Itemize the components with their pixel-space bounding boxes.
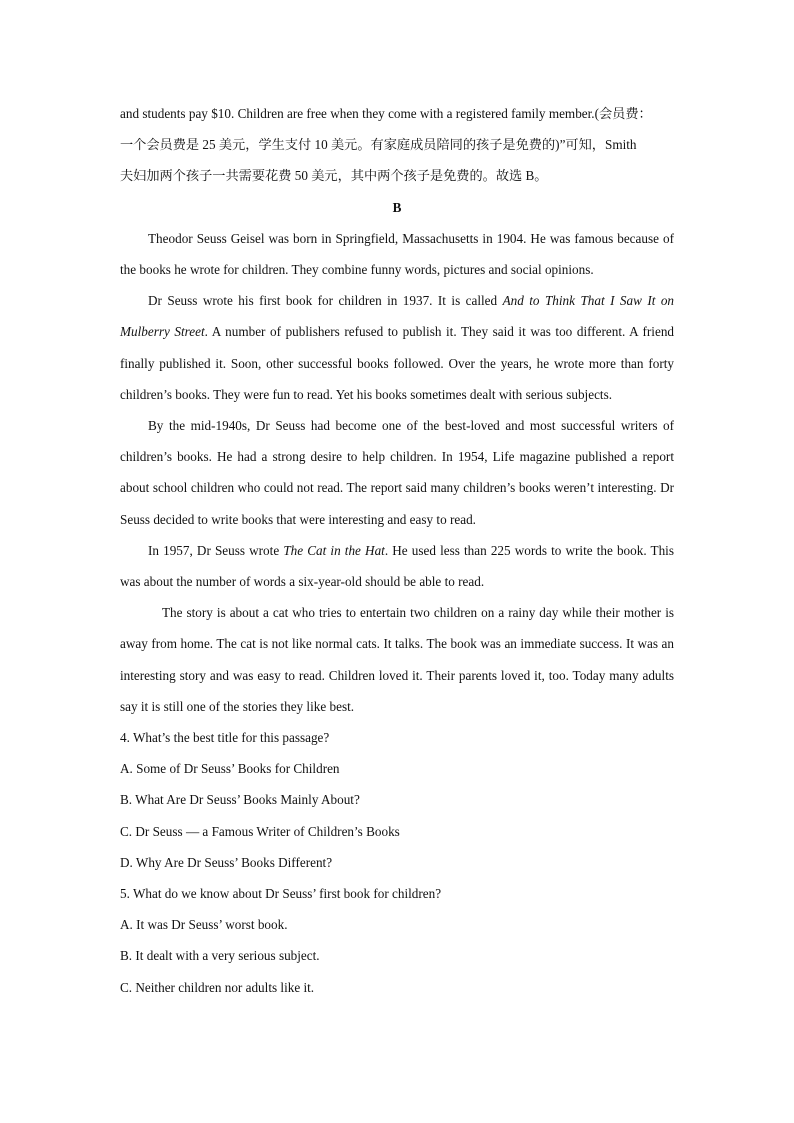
answer-option: B. What Are Dr Seuss’ Books Mainly About? bbox=[120, 792, 360, 808]
question-4 bbox=[120, 722, 674, 878]
passage-paragraph-5: The story is about a cat who tries to entertain two children on a rainy day while their mother is away from home. The cat is not like normal cats. It talks. The book was an immediate success. It was an interesting story and was easy to read. Children loved it. Their parents loved it, too. Today many adults say it is still one of the stories they like best. bbox=[120, 605, 674, 714]
book-title: And to Think That I Saw It on Mulberry Street bbox=[120, 293, 675, 340]
answer-option: C. Dr Seuss — a Famous Writer of Children’s Books bbox=[120, 823, 400, 839]
page-content bbox=[120, 98, 674, 1003]
paragraph-text: In 1957, Dr Seuss wrote bbox=[148, 542, 284, 558]
answer-option: A. Some of Dr Seuss’ Books for Children bbox=[120, 761, 340, 777]
explanation-line: 一个会员费是 25 美元，学生支付 10 美元。有家庭成员陪同的孩子是免费的)”可知，Smith bbox=[120, 137, 637, 153]
book-title: The Cat in the Hat bbox=[283, 542, 385, 558]
answer-explanation bbox=[120, 98, 674, 192]
answer-option: D. Why Are Dr Seuss’ Books Different? bbox=[120, 854, 333, 870]
answer-option: A. It was Dr Seuss’ worst book. bbox=[120, 917, 288, 933]
question-stem: 5. What do we know about Dr Seuss’ first book for children? bbox=[120, 886, 442, 902]
paragraph-text: . A number of publishers refused to publish it. They said it was too different. A friend finally published it. Soon, other successful books followed. Over the years, he wrote more than forty children’s books. They were fun to read. Yet his books sometimes dealt with serious subjects. bbox=[120, 324, 675, 402]
passage-paragraph-1: Theodor Seuss Geisel was born in Springfield, Massachusetts in 1904. He was famous because of the books he wrote for children. They combine funny words, pictures and social opinions. bbox=[120, 230, 674, 278]
passage-paragraph-2 bbox=[120, 285, 674, 410]
section-heading: B bbox=[392, 199, 402, 215]
passage-paragraph-4 bbox=[120, 535, 674, 597]
explanation-line: and students pay $10. Children are free when they come with a registered family member.(会员费： bbox=[120, 106, 652, 121]
paragraph-text: Dr Seuss wrote his first book for children in 1937. It is called bbox=[148, 293, 503, 309]
question-stem: 4. What’s the best title for this passage? bbox=[120, 730, 330, 746]
explanation-line: 夫妇加两个孩子一共需要花费 50 美元，其中两个孩子是免费的。故选 B。 bbox=[120, 168, 548, 184]
question-5 bbox=[120, 878, 674, 1003]
answer-option: C. Neither children nor adults like it. bbox=[120, 979, 315, 995]
paragraph-text: . He used less than 225 words to write the book. This was about the number of words a six-year-old should be able to read. bbox=[120, 542, 674, 590]
answer-option: B. It dealt with a very serious subject. bbox=[120, 948, 320, 964]
passage-paragraph-3: By the mid-1940s, Dr Seuss had become one of the best-loved and most successful writers of children’s books. He had a strong desire to help children. In 1954, Life magazine published a report about school children who could not read. The report said many children’s books weren’t interesting. Dr Seuss decided to write books that were interesting and easy to read. bbox=[120, 418, 674, 527]
